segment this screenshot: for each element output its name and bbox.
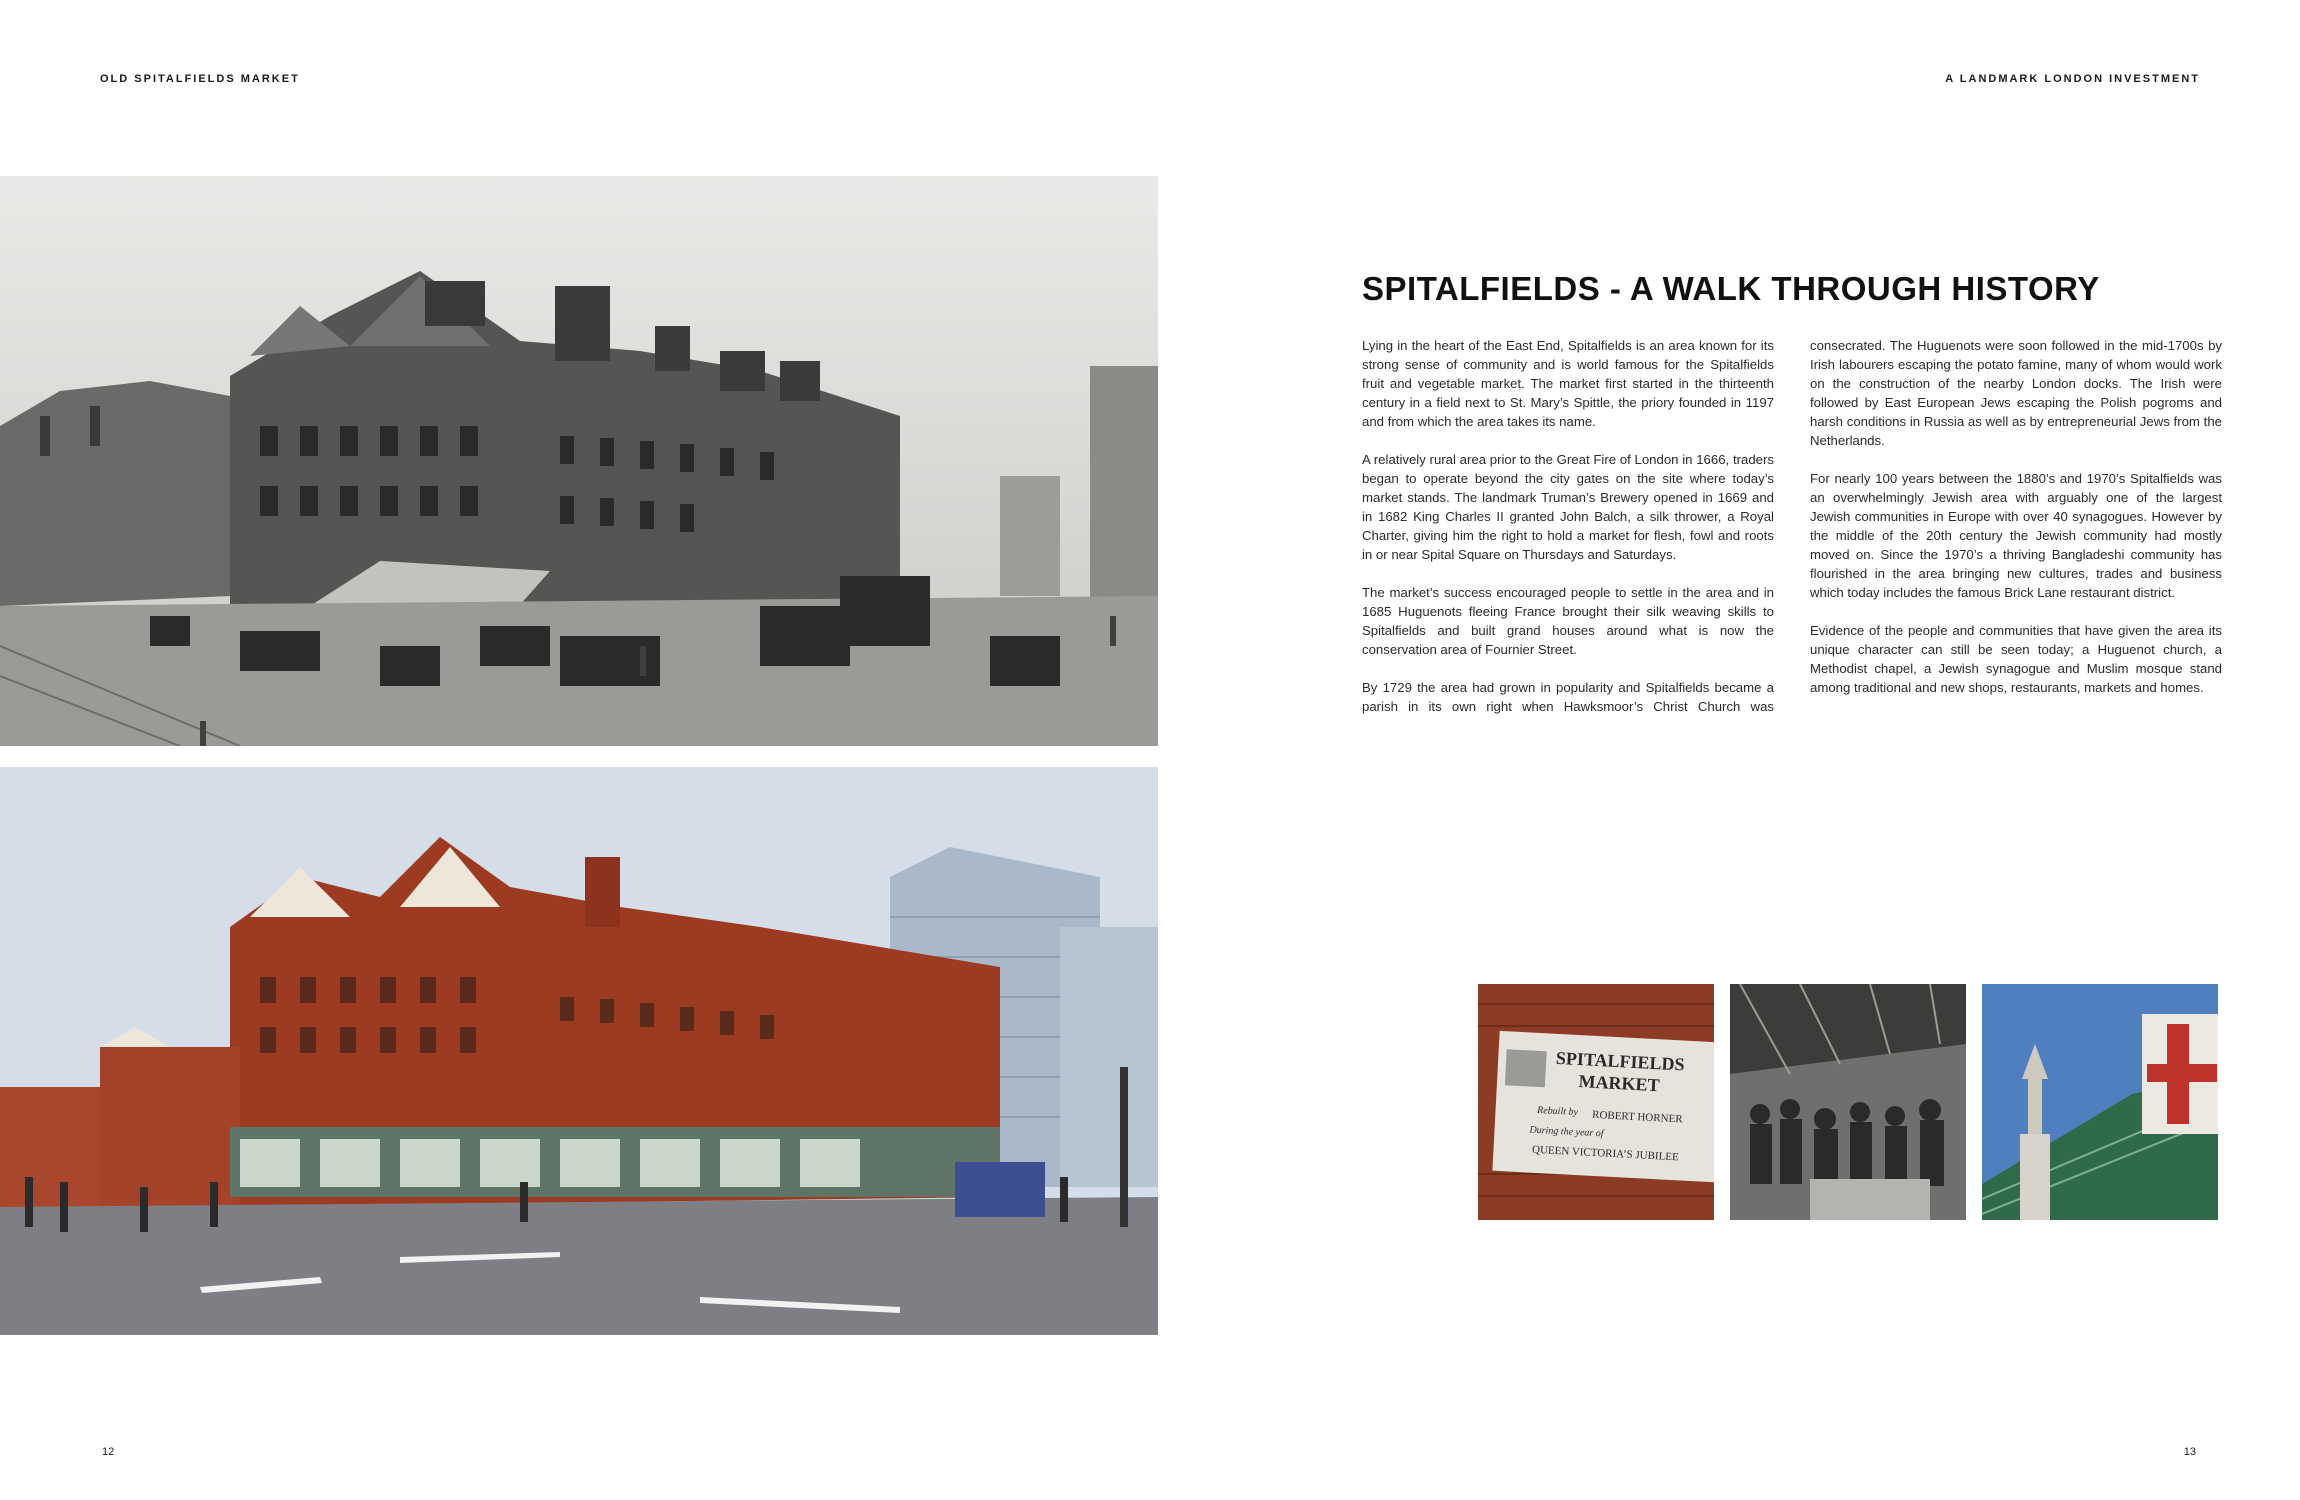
plaque-line-2: MARKET [1578,1071,1661,1096]
plaque-line-5: During the year of [1529,1124,1604,1140]
article-title: SPITALFIELDS - A WALK THROUGH HISTORY [1362,270,2100,307]
article-body [1362,336,2222,716]
plaque-line-3: Rebuilt by [1536,1104,1579,1119]
article-paragraph: The market’s success encouraged people to settle in the area and in 1685 Huguenots fleeing France brought their silk weaving skills to Spitalfields and built grand houses around what is now the conservation area of Fournier Street. [1362,585,1774,657]
running-head-right: A LANDMARK LONDON INVESTMENT [1945,73,2200,85]
historic-crowd-photo [1730,984,1966,1220]
plaque-line-1: SPITALFIELDS [1555,1047,1686,1075]
article-paragraph: Evidence of the people and communities that have given the area its unique character can still be seen today; a Huguenot church, a Methodist chapel, a Jewish synagogue and Muslim mosque stand among traditional and new shops, restaurants, markets and homes. [1810,623,2222,695]
roof-detail-photo [1982,984,2218,1220]
article-paragraph: Lying in the heart of the East End, Spitalfields is an area known for its strong sense of community and is world famous for the Spitalfields fruit and vegetable market. The market first started in the thirteenth century in a field next to St. Mary’s Spittle, the priory founded in 1197 and from which the area takes its name. [1362,338,1774,429]
market-plaque-photo [1478,984,1714,1220]
article-paragraph: By 1729 the area had grown in popularity and Spitalfields became a parish in its own right when Hawksmoor’s Christ Church was consecrated. The Huguenots were soon followed in the mid-1700s by Irish labourers escaping the potato famine, many of whom would work on the construction of the nearby London docks. The Irish were followed by East European Jews escaping the Polish pogroms and harsh conditions in Russia as well as by entrepreneurial Jews from the Netherlands. [1362,338,2222,714]
modern-market-photo [0,767,1158,1335]
plaque-line-6: QUEEN VICTORIA’S JUBILEE [1531,1143,1680,1164]
running-head-left: OLD SPITALFIELDS MARKET [100,73,300,85]
page-number-right: 13 [2183,1446,2196,1458]
plaque-line-4: ROBERT HORNER [1591,1108,1683,1126]
page-number-left: 12 [102,1446,115,1458]
article-paragraph: For nearly 100 years between the 1880’s and 1970’s Spitalfields was an overwhelmingly Jewish area with arguably one of the largest Jewish communities in Europe with over 40 synagogues. However by the middle of the 20th century the Jewish community had mostly moved on. Since the 1970’s a thriving Bangladeshi community has flourished in the area bringing new cultures, trades and business which today includes the famous Brick Lane restaurant district. [1810,471,2222,600]
article-paragraph: A relatively rural area prior to the Great Fire of London in 1666, traders began to operate beyond the city gates on the site where today’s market stands. The landmark Truman’s Brewery opened in 1669 and in 1682 King Charles II granted John Balch, a silk thrower, a Royal Charter, giving him the right to hold a market for flesh, fowl and roots in or near Spital Square on Thursdays and Saturdays. [1362,452,1774,562]
historic-market-photo [0,176,1158,746]
